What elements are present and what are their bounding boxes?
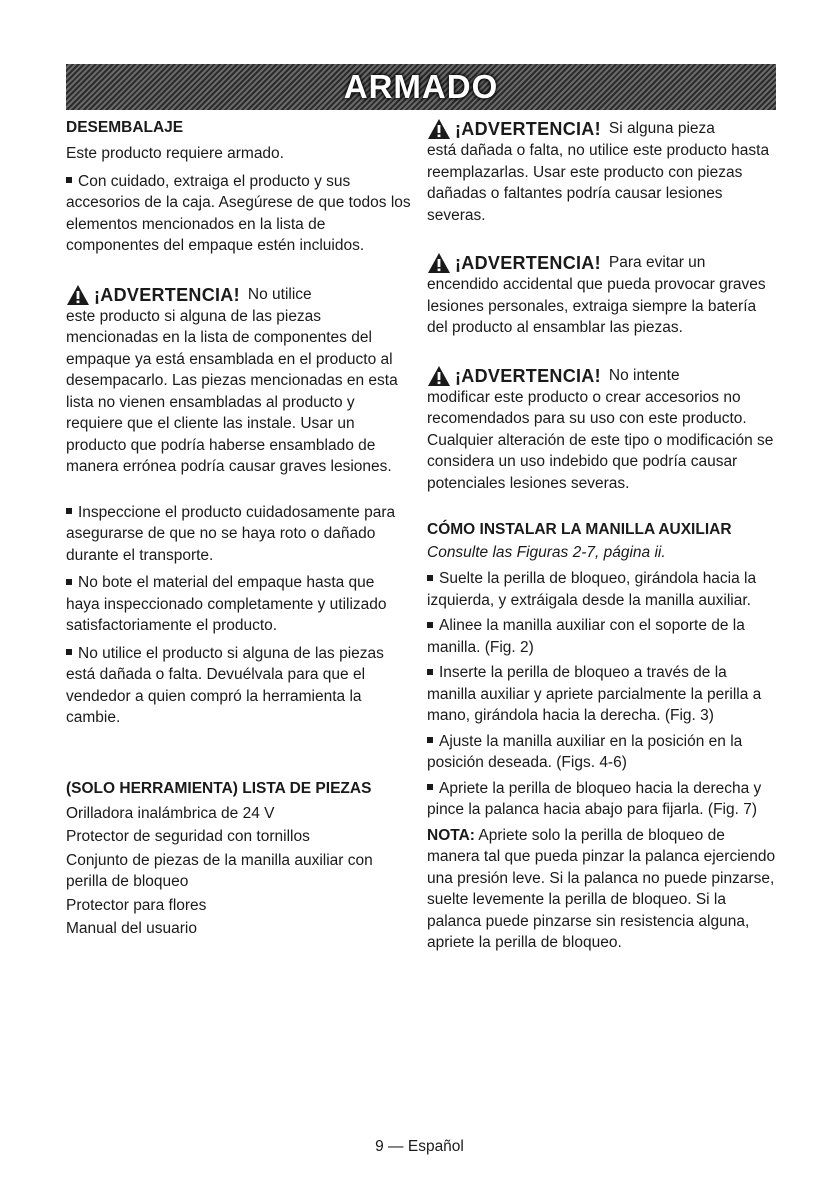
- install-subheading: Consulte las Figuras 2-7, página ii.: [427, 544, 666, 561]
- warning-triangle-icon: [427, 252, 451, 274]
- warning-body: modificar este producto o crear accesorios no recomendados para su uso con este producto. Cualquier alteración de este tipo o modificación se considera un uso indebido que podría causar potenciales lesiones severas.: [427, 388, 774, 492]
- warning-triangle-icon: [427, 118, 451, 140]
- warning-block: [427, 118, 776, 226]
- warning-title: ¡ADVERTENCIA!: [455, 253, 601, 273]
- bullet-icon: [427, 575, 433, 581]
- note-label: NOTA:: [427, 826, 475, 844]
- bullet-icon: [427, 737, 433, 743]
- parts-item: Manual del usuario: [66, 920, 197, 937]
- list-item-text: Con cuidado, extraiga el producto y sus accesorios de la caja. Asegúrese de que todos los elementos mencionados en la lista de componentes del empaque estén incluidos.: [66, 172, 411, 254]
- bullet-icon: [66, 177, 72, 183]
- bullet-icon: [427, 669, 433, 675]
- parts-heading: (SOLO HERRAMIENTA) LISTA DE PIEZAS: [66, 779, 372, 797]
- warning-lead: Si alguna pieza: [608, 120, 715, 137]
- left-column: [66, 118, 412, 940]
- bullet-icon: [427, 784, 433, 790]
- banner-title: ARMADO: [343, 68, 499, 105]
- list-item: [427, 568, 776, 611]
- warning-title: ¡ADVERTENCIA!: [455, 365, 601, 386]
- bullet-icon: [66, 508, 72, 514]
- install-note: [427, 825, 776, 954]
- list-item: [427, 615, 776, 658]
- list-item: [66, 572, 412, 637]
- warning-title: ¡ADVERTENCIA!: [94, 284, 240, 305]
- note-text: Apriete solo la perilla de bloqueo de manera tal que pueda pinzar la palanca ejerciendo una presión leve. Si la palanca no puede pinzarse, suelte levemente la perilla de bloqueo. Si la palanca puede pinzarse sin resistencia alguna, apriete la perilla de bloqueo.: [427, 826, 776, 951]
- list-item: [427, 662, 776, 727]
- list-item-text: No bote el material del empaque hasta que haya inspeccionado completamente y utilizado satisfactoriamente el producto.: [66, 574, 387, 634]
- warning-triangle-icon: [66, 284, 90, 306]
- warning-block: [427, 365, 776, 495]
- parts-item: Protector de seguridad con tornillos: [66, 828, 310, 845]
- warning-triangle-icon: [427, 365, 451, 387]
- warning-body: está dañada o falta, no utilice este producto hasta reemplazarlas. Usar este producto con piezas dañadas o faltantes podría causar lesiones severas.: [427, 142, 770, 224]
- warning-title: ¡ADVERTENCIA!: [455, 119, 601, 139]
- section-banner: [66, 64, 776, 110]
- parts-item: Conjunto de piezas de la manilla auxiliar con perilla de bloqueo: [66, 851, 373, 890]
- install-heading: CÓMO INSTALAR LA MANILLA AUXILIAR: [427, 521, 732, 538]
- list-item-text: Apriete la perilla de bloqueo hacia la derecha y pince la palanca hacia abajo para fijarla. (Fig. 7): [427, 779, 762, 818]
- warning-block: [427, 252, 776, 339]
- parts-item: Protector para flores: [66, 896, 207, 914]
- warning-block: [66, 284, 412, 478]
- list-item-text: Alinee la manilla auxiliar con el soporte de la manilla. (Fig. 2): [427, 617, 745, 656]
- desembalaje-intro: Este producto requiere armado.: [66, 145, 284, 162]
- parts-item: Orilladora inalámbrica de 24 V: [66, 804, 275, 822]
- desembalaje-heading: DESEMBALAJE: [66, 119, 184, 136]
- warning-body: este producto si alguna de las piezas mencionadas en la lista de componentes del empaque ya está ensamblada en el producto al desempacarlo. Las piezas mencionadas en esta lista no vienen ensambladas al producto y requiere que el cliente las instale. Usar un producto que podría haberse ensamblado de manera errónea podría causar graves lesiones.: [66, 307, 398, 475]
- list-item: [427, 778, 776, 821]
- right-column: [427, 118, 776, 954]
- list-item: [66, 502, 412, 567]
- list-item-text: Inserte la perilla de bloqueo a través de la manilla auxiliar y apriete parcialmente la perilla a mano, girándola hacia la derecha. (Fig. 3): [427, 664, 762, 724]
- bullet-icon: [427, 622, 433, 628]
- list-item-text: Inspeccione el producto cuidadosamente para asegurarse de que no se haya roto o dañado durante el transporte.: [66, 503, 396, 564]
- list-item-text: Suelte la perilla de bloqueo, girándola hacia la izquierda, y extráigala desde la manilla auxiliar.: [427, 570, 757, 609]
- warning-lead: No utilice: [247, 285, 312, 303]
- list-item: [66, 171, 412, 257]
- list-item-text: No utilice el producto si alguna de las piezas está dañada o falta. Devuélvala para que el vendedor a quien compró la herramienta la cambie.: [66, 644, 384, 726]
- list-item: [66, 643, 412, 729]
- page-footer: 9 — Español: [375, 1138, 464, 1155]
- bullet-icon: [66, 579, 72, 585]
- warning-lead: No intente: [608, 366, 680, 384]
- bullet-icon: [66, 649, 72, 655]
- warning-body: encendido accidental que pueda provocar graves lesiones personales, extraiga siempre la batería del producto al ensamblar las piezas.: [427, 276, 766, 336]
- list-item-text: Ajuste la manilla auxiliar en la posición en la posición deseada. (Figs. 4-6): [427, 732, 743, 771]
- warning-lead: Para evitar un: [608, 254, 706, 271]
- list-item: [427, 731, 776, 774]
